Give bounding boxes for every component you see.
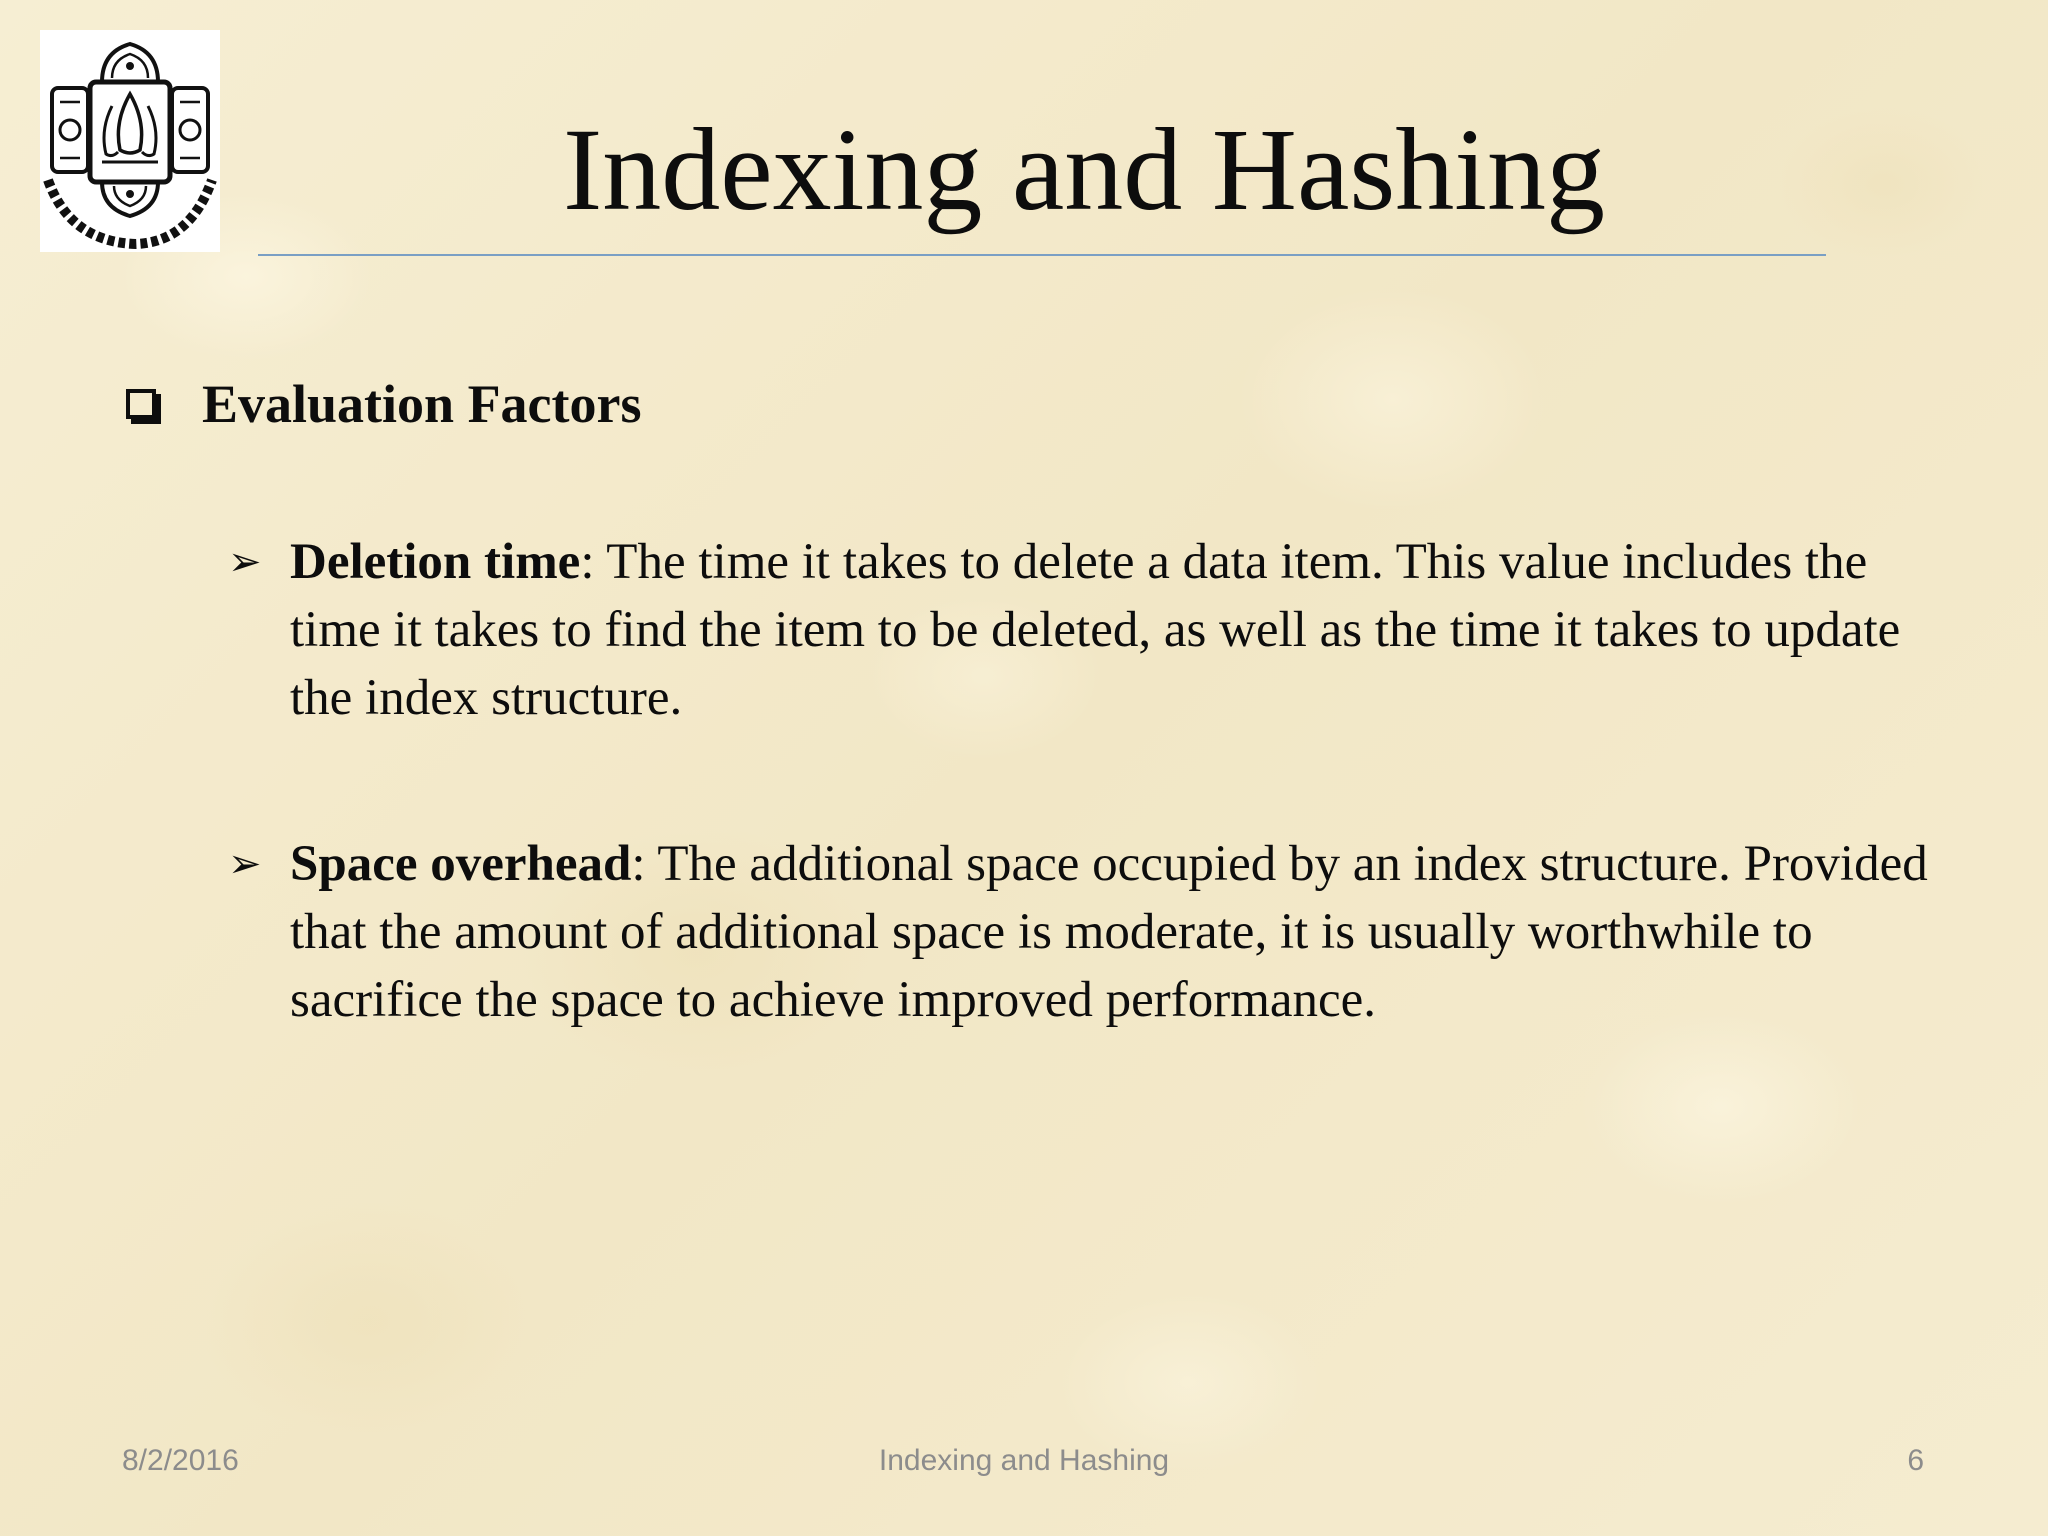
footer-title: Indexing and Hashing xyxy=(878,1444,1170,1477)
bullet-term: Space overhead xyxy=(290,836,632,892)
university-seal-icon xyxy=(40,30,220,252)
footer-page-number: 6 xyxy=(1907,1444,1924,1477)
section-heading xyxy=(126,372,642,437)
checkbox-bullet-icon xyxy=(126,389,156,419)
university-logo xyxy=(40,30,220,252)
bullet-item-deletion-time xyxy=(228,528,1928,732)
bullet-term: Deletion time xyxy=(290,534,581,590)
footer-date: 8/2/2016 xyxy=(122,1444,239,1477)
slide-title: Indexing and Hashing xyxy=(562,104,1606,235)
title-divider xyxy=(258,254,1826,256)
bullet-description: : The additional space occupied by an index structure. Provided that the amount of additional space is moderate, it is usually worthwhile to sacrifice the space to achieve improved performance. xyxy=(290,836,1928,1028)
section-heading-text: Evaluation Factors xyxy=(202,374,642,434)
bullet-text xyxy=(290,830,1928,1034)
arrow-bullet-icon: ➢ xyxy=(228,841,262,886)
bullet-text xyxy=(290,528,1928,732)
bullet-description: : The time it takes to delete a data item. This value includes the time it takes to find the item to be deleted, as well as the time it takes to update the index structure. xyxy=(290,534,1901,726)
arrow-bullet-icon: ➢ xyxy=(228,539,262,584)
bullet-item-space-overhead xyxy=(228,830,1928,1034)
